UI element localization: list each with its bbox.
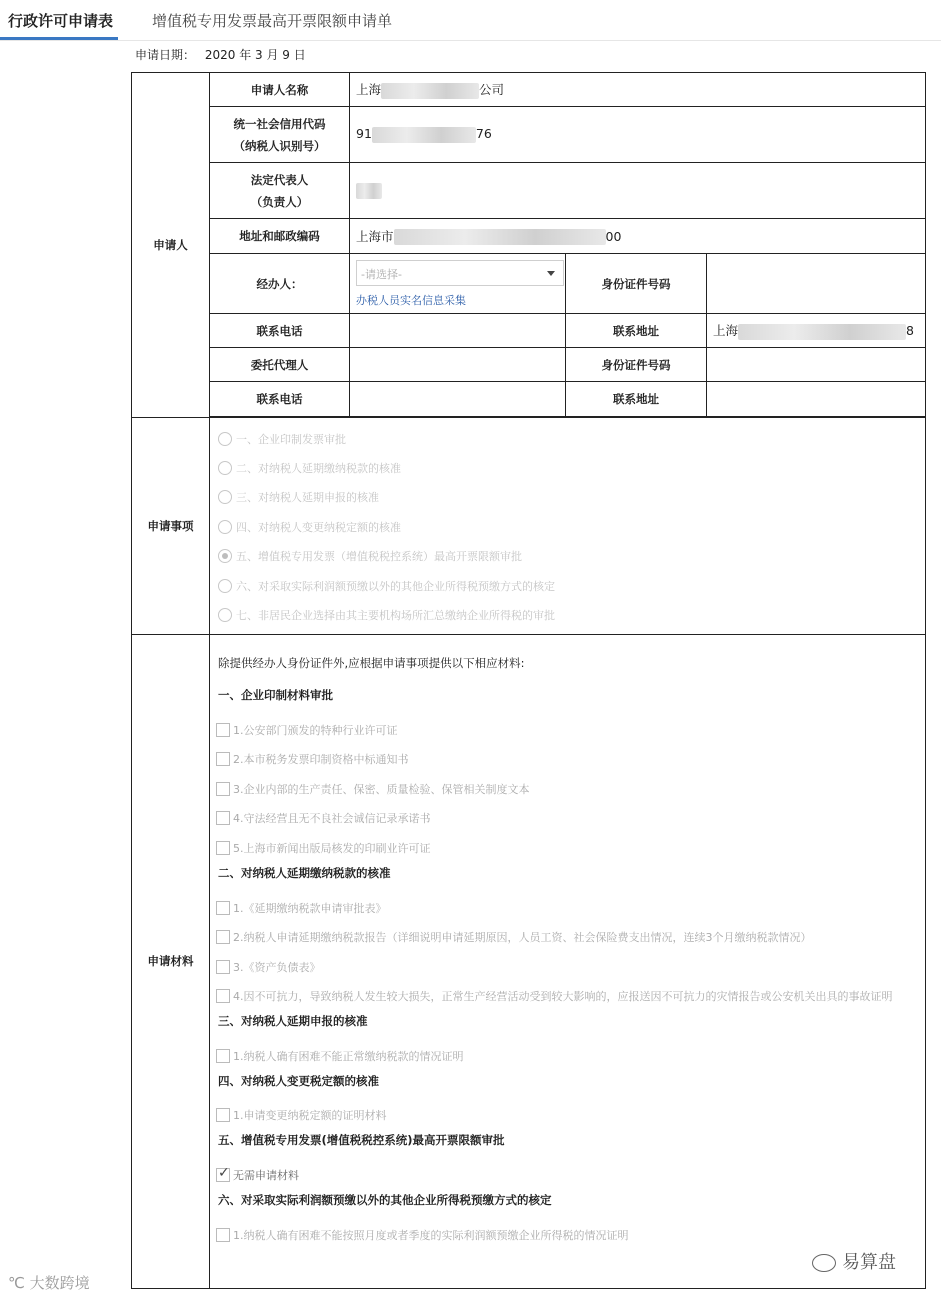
matter-option[interactable] [218, 424, 925, 453]
material-label: 1.公安部门颁发的特种行业许可证 [233, 723, 398, 737]
section-matters: 申请事项 [132, 418, 210, 635]
checkbox[interactable] [216, 1168, 230, 1182]
legal-rep-label-line1: 法定代表人 [250, 172, 309, 187]
watermark-left [8, 1272, 90, 1293]
agent-phone-label: 联系电话 [210, 382, 350, 417]
wechat-icon [812, 1254, 836, 1272]
material-label: 1.《延期缴纳税款申请审批表》 [233, 901, 387, 915]
phone-value[interactable] [350, 314, 566, 348]
material-checkbox-item[interactable] [216, 774, 925, 804]
applicant-name-prefix: 上海 [356, 82, 382, 98]
redacted-block [372, 127, 476, 143]
tab-admin-license-form[interactable]: 行政许可申请表 [8, 12, 114, 30]
credit-code-prefix: 91 [356, 126, 372, 142]
agent-phone-value[interactable] [350, 382, 566, 417]
handler-select-placeholder: -请选择- [361, 267, 402, 281]
agent-id-value[interactable] [707, 348, 926, 382]
watermark-right [812, 1248, 896, 1274]
material-checkbox-item[interactable] [216, 1160, 925, 1190]
material-label: 1.申请变更纳税定额的证明材料 [233, 1109, 387, 1123]
matter-option[interactable] [218, 483, 925, 512]
tab-bar [0, 0, 941, 41]
credit-code-value [350, 107, 926, 163]
matter-option[interactable] [218, 453, 925, 482]
matter-option-label: 五、增值税专用发票（增值税税控系统）最高开票限额审批 [236, 550, 522, 564]
materials-section-title: 四、对纳税人变更税定额的核准 [218, 1073, 379, 1088]
materials-section-title: 一、企业印制材料审批 [218, 687, 333, 702]
material-label: 3.《资产负债表》 [233, 960, 321, 974]
credit-code-label-line1: 统一社会信用代码 [233, 116, 326, 131]
material-label: 1.纳税人确有困难不能按照月度或者季度的实际利润额预缴企业所得税的情况证明 [233, 1228, 629, 1242]
applicant-name-suffix: 公司 [479, 82, 505, 98]
date-label: 申请日期： [135, 48, 196, 62]
phone-label: 联系电话 [210, 314, 350, 348]
materials-intro: 除提供经办人身份证件外,应根据申请事项提供以下相应材料: [218, 655, 525, 670]
checkbox[interactable] [216, 723, 230, 737]
radio-button[interactable] [218, 432, 232, 446]
checkbox[interactable] [216, 1049, 230, 1063]
checkbox[interactable] [216, 782, 230, 796]
material-checkbox-item[interactable] [216, 893, 925, 923]
credit-code-suffix: 76 [475, 126, 492, 142]
radio-button[interactable] [218, 579, 232, 593]
material-checkbox-item[interactable] [216, 744, 925, 774]
agent-address-label: 联系地址 [566, 382, 707, 417]
address-prefix: 上海市 [356, 228, 394, 244]
watermark-left-text: 大数跨境 [29, 1274, 90, 1292]
agent-address-value[interactable] [707, 382, 926, 417]
handler-id-value[interactable] [707, 254, 926, 314]
material-checkbox-item[interactable] [216, 952, 925, 982]
redacted-block [381, 83, 479, 99]
section-materials: 申请材料 [132, 634, 210, 1288]
contact-address-label: 联系地址 [566, 314, 707, 348]
handler-id-label: 身份证件号码 [566, 254, 707, 314]
taxpayer-realname-link[interactable]: 办税人员实名信息采集 [356, 293, 466, 307]
checkbox[interactable] [216, 989, 230, 1003]
material-label: 2.本市税务发票印制资格中标通知书 [233, 753, 409, 767]
radio-button[interactable] [218, 520, 232, 534]
section-applicant: 申请人 [132, 73, 210, 418]
handler-cell [350, 254, 566, 314]
tab-vat-invoice-limit-form[interactable]: 增值税专用发票最高开票限额申请单 [152, 12, 393, 30]
material-label: 2.纳税人申请延期缴纳税款报告（详细说明申请延期原因，人员工资、社会保险费支出情况，连续3个月缴纳税款情况） [233, 931, 812, 945]
matters-radio-group [210, 418, 925, 634]
application-date [135, 46, 312, 63]
matters-list-cell [210, 418, 926, 635]
address-suffix: 00 [605, 228, 622, 244]
materials-section-title: 五、增值税专用发票(增值税税控系统)最高开票限额审批 [218, 1133, 505, 1148]
material-checkbox-item[interactable] [216, 715, 925, 745]
material-checkbox-item[interactable] [216, 804, 925, 834]
material-label: 5.上海市新闻出版局核发的印刷业许可证 [233, 841, 431, 855]
agent-id-label: 身份证件号码 [566, 348, 707, 382]
matter-option-label: 七、非居民企业选择由其主要机构场所汇总缴纳企业所得税的审批 [236, 609, 555, 623]
matter-option-label: 二、对纳税人延期缴纳税款的核准 [236, 462, 401, 476]
checkbox[interactable] [216, 960, 230, 974]
material-label: 4.因不可抗力，导致纳税人发生较大损失，正常生产经营活动受到较大影响的，应报送因不可抗力的灾情报告或公安机关出具的事故证明 [233, 990, 893, 1004]
radio-button[interactable] [218, 461, 232, 475]
address-value [350, 219, 926, 254]
matter-option[interactable] [218, 512, 925, 541]
matter-option-label: 三、对纳税人延期申报的核准 [236, 491, 379, 505]
legal-rep-value [350, 163, 926, 219]
agent-value[interactable] [350, 348, 566, 382]
radio-button[interactable] [218, 608, 232, 622]
redacted-block [356, 183, 382, 199]
materials-content [210, 635, 925, 1256]
weibo-icon: ℃ [8, 1274, 25, 1292]
credit-code-label-line2: （纳税人识别号） [233, 138, 326, 153]
materials-cell [210, 634, 926, 1288]
checkbox[interactable] [216, 901, 230, 915]
applicant-name-label: 申请人名称 [210, 73, 350, 107]
material-checkbox-item[interactable] [216, 1220, 925, 1250]
materials-section-title: 二、对纳税人延期缴纳税款的核准 [218, 865, 391, 880]
materials-sections [216, 685, 925, 1250]
contact-address-value [707, 314, 926, 348]
matter-option-label: 六、对采取实际利润额预缴以外的其他企业所得税预缴方式的核定 [236, 579, 555, 593]
checkbox[interactable] [216, 752, 230, 766]
agent-label: 委托代理人 [210, 348, 350, 382]
checkbox[interactable] [216, 930, 230, 944]
material-checkbox-item[interactable] [216, 1101, 925, 1131]
chevron-down-icon [547, 271, 555, 276]
material-checkbox-item[interactable] [216, 833, 925, 863]
handler-label: 经办人： [210, 254, 350, 314]
material-checkbox-item[interactable] [216, 1041, 925, 1071]
material-label: 1.纳税人确有困难不能正常缴纳税款的情况证明 [233, 1049, 464, 1063]
material-label: 无需申请材料 [233, 1169, 299, 1183]
credit-code-label [210, 107, 350, 163]
legal-rep-label-line2: （负责人） [250, 194, 309, 209]
address-label: 地址和邮政编码 [210, 219, 350, 254]
radio-button[interactable] [218, 490, 232, 504]
matter-option[interactable] [218, 542, 925, 571]
redacted-block [738, 324, 906, 340]
contact-address-suffix: 8 [906, 323, 914, 339]
watermark-right-text: 易算盘 [842, 1252, 896, 1273]
active-tab-indicator [0, 37, 118, 40]
handler-select[interactable] [356, 260, 564, 286]
materials-section-title: 六、对采取实际利润额预缴以外的其他企业所得税预缴方式的核定 [218, 1192, 552, 1207]
applicant-name-value [350, 73, 926, 107]
material-label: 3.企业内部的生产责任、保密、质量检验、保管相关制度文本 [233, 782, 530, 796]
radio-button[interactable] [218, 549, 232, 563]
material-checkbox-item[interactable] [216, 981, 925, 1011]
matter-option[interactable] [218, 600, 925, 629]
checkbox[interactable] [216, 1108, 230, 1122]
date-value: 2020 年 3 月 9 日 [204, 48, 306, 62]
matter-option-label: 一、企业印制发票审批 [236, 432, 346, 446]
legal-rep-label [210, 163, 350, 219]
material-label: 4.守法经营且无不良社会诚信记录承诺书 [233, 812, 431, 826]
checkbox[interactable] [216, 811, 230, 825]
application-form [131, 72, 926, 1289]
contact-address-prefix: 上海 [713, 323, 739, 339]
material-checkbox-item[interactable] [216, 922, 925, 952]
redacted-block [394, 229, 606, 245]
checkbox[interactable] [216, 841, 230, 855]
matter-option[interactable] [218, 571, 925, 600]
checkbox[interactable] [216, 1228, 230, 1242]
matter-option-label: 四、对纳税人变更纳税定额的核准 [236, 520, 401, 534]
materials-section-title: 三、对纳税人延期申报的核准 [218, 1014, 368, 1029]
